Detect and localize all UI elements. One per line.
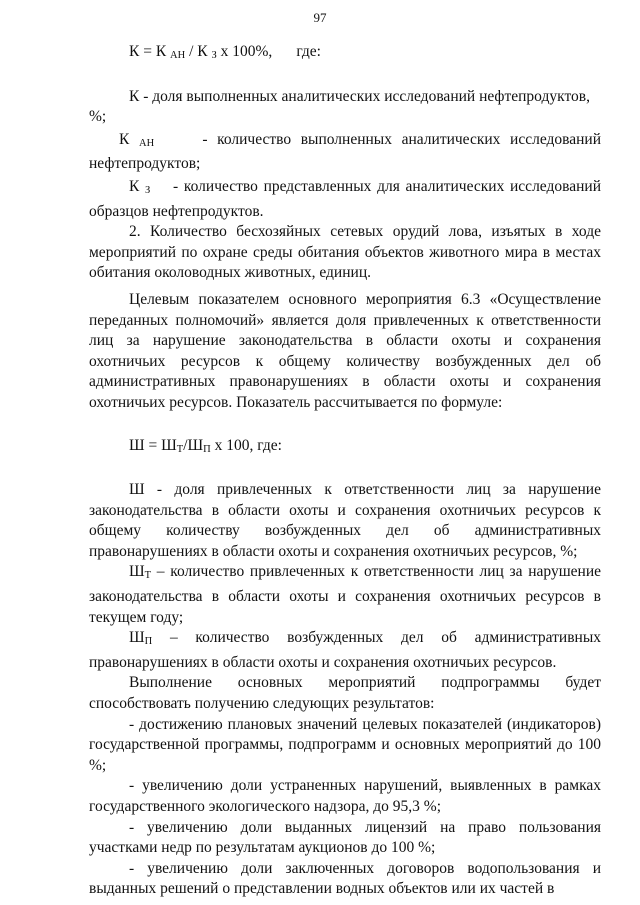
definition-kan: К АН - количество выполненных аналитических исследований — [119, 130, 602, 149]
paragraph-target-indicator: Целевым показателем основного мероприятия 6.3 «Осуществление переданных полномочий» является доля привлеченных к ответственности лиц за нарушение законодательства в области охоты и сохранения охотничьих ресурсов к общему количеству возбужденных дел об административных правонарушениях в области охоты и сохранения охотничьих ресурсов. Показатель рассчитывается по формуле: — [89, 290, 601, 411]
formula-k-expression: К = К АН / К З х 100%, — [129, 43, 273, 61]
page-content — [89, 40, 601, 900]
definition-sht: ШТ – количество привлеченных к ответственности лиц за нарушение законодательства в области охоты и сохранения охотничьих ресурсов в текущем году; — [89, 563, 601, 626]
formula-k-where: где: — [296, 43, 321, 60]
definition-kz-cont: образцов нефтепродуктов. — [89, 202, 264, 220]
definition-shp: ШП – количество возбужденных дел об административных правонарушениях в области охоты и сохранения охотничьих ресурсов. — [89, 629, 601, 671]
definition-kan-cont: нефтепродуктов; — [89, 155, 201, 173]
definition-k-cont: %; — [89, 108, 107, 126]
paragraph-2: 2. Количество бесхозяйных сетевых орудий лова, изъятых в ходе мероприятий по охране среды обитания объектов животного мира в местах обитания околоводных животных, единиц. — [89, 223, 601, 282]
page-number: 97 — [313, 10, 327, 25]
result-item-1: - достижению плановых значений целевых показателей (индикаторов) государственной программы, подпрограмм и основных мероприятий до 100 %; — [89, 715, 601, 774]
formula-k — [129, 42, 601, 67]
definition-sh: Ш - доля привлеченных к ответственности лиц за нарушение законодательства в области охоты и сохранения охотничьих ресурсов к общему количеству возбужденных дел об административных правонарушениях в области охоты и сохранения охотничьих ресурсов, %; — [89, 481, 601, 560]
result-item-3: - увеличению доли выданных лицензий на право пользования участками недр по результатам аукционов до 100 %; — [89, 818, 601, 857]
result-item-2: - увеличению доли устраненных нарушений, выявленных в рамках государственного экологического надзора, до 95,3 %; — [89, 777, 601, 815]
formula-sh: Ш = ШТ/ШП х 100, где: — [129, 436, 282, 455]
result-item-4: - увеличению доли заключенных договоров водопользования и выданных решений о представлении водных объектов или их частей в — [89, 859, 601, 898]
definition-kz: К З - количество представленных для аналитических исследований — [129, 177, 601, 196]
definition-k: К - доля выполненных аналитических исследований нефтепродуктов, — [129, 87, 590, 105]
results-intro: Выполнение основных мероприятий подпрограммы будет способствовать получению следующих результатов: — [89, 674, 601, 713]
